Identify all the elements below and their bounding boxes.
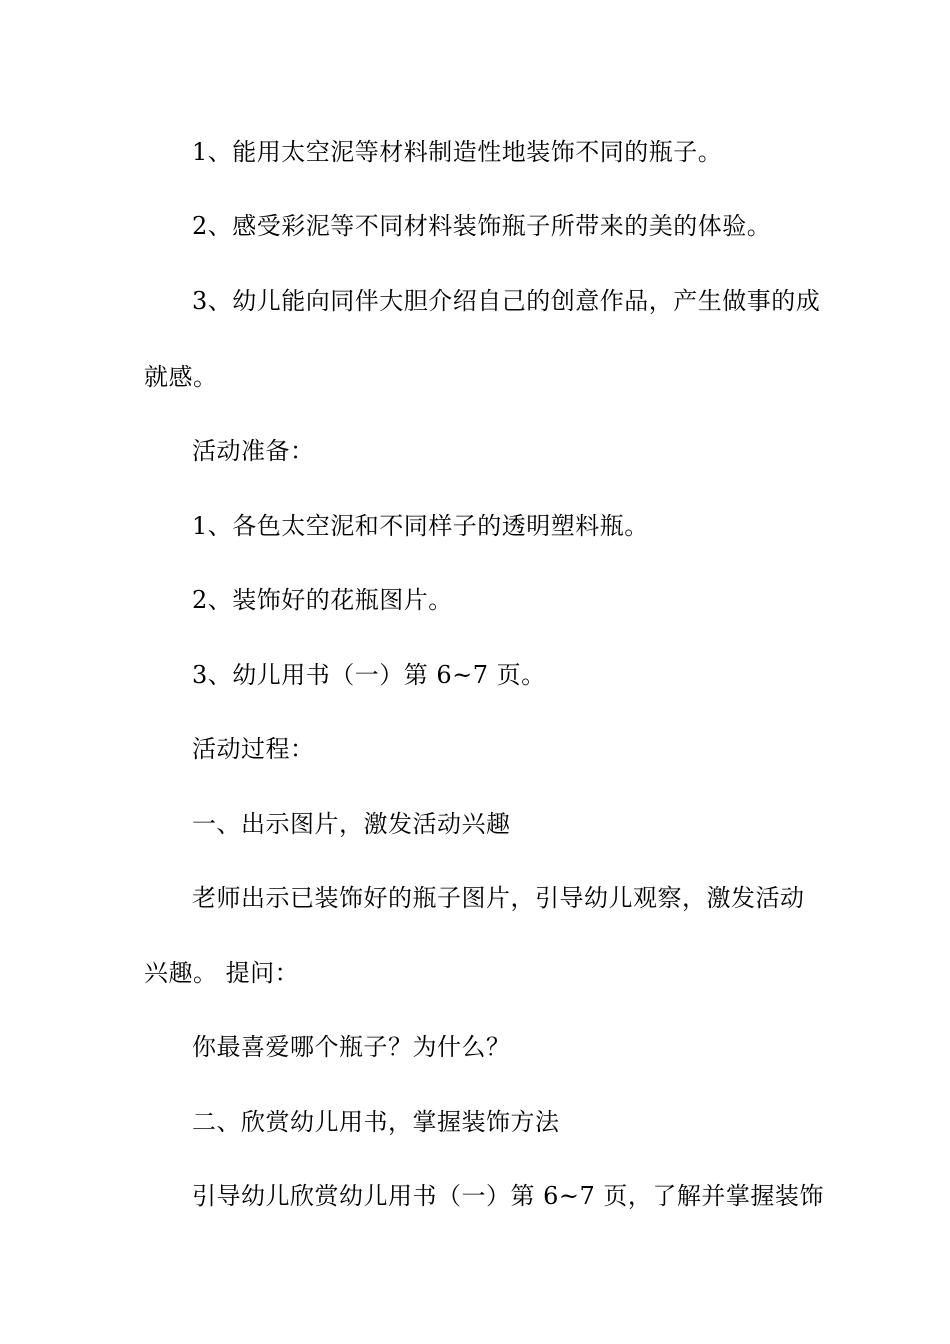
objective-1: 1、能用太空泥等材料制造性地装饰不同的瓶子。 [192, 138, 723, 166]
preparation-3: 3、幼儿用书（一）第 6~7 页。 [192, 661, 546, 689]
preparation-heading: 活动准备： [192, 437, 315, 465]
step-1-text: 老师出示已装饰好的瓶子图片，引导幼儿观察，激发活动 [192, 884, 805, 912]
objective-2: 2、感受彩泥等不同材料装饰瓶子所带来的美的体验。 [192, 212, 772, 240]
step-2-heading: 二、欣赏幼儿用书，掌握装饰方法 [192, 1108, 560, 1136]
step-2-text: 引导幼儿欣赏幼儿用书（一）第 6~7 页，了解并掌握装饰 [192, 1182, 824, 1210]
step-1-heading: 一、出示图片，激发活动兴趣 [192, 810, 511, 838]
question-text: 你最喜爱哪个瓶子？为什么？ [192, 1033, 511, 1061]
preparation-1: 1、各色太空泥和不同样子的透明塑料瓶。 [192, 512, 649, 540]
process-heading: 活动过程： [192, 735, 315, 763]
objective-3-continued: 就感。 [144, 363, 218, 391]
step-1-text-continued: 兴趣。 提问： [144, 959, 300, 987]
preparation-2: 2、装饰好的花瓶图片。 [192, 586, 453, 614]
objective-3: 3、幼儿能向同伴大胆介绍自己的创意作品，产生做事的成 [192, 287, 821, 315]
